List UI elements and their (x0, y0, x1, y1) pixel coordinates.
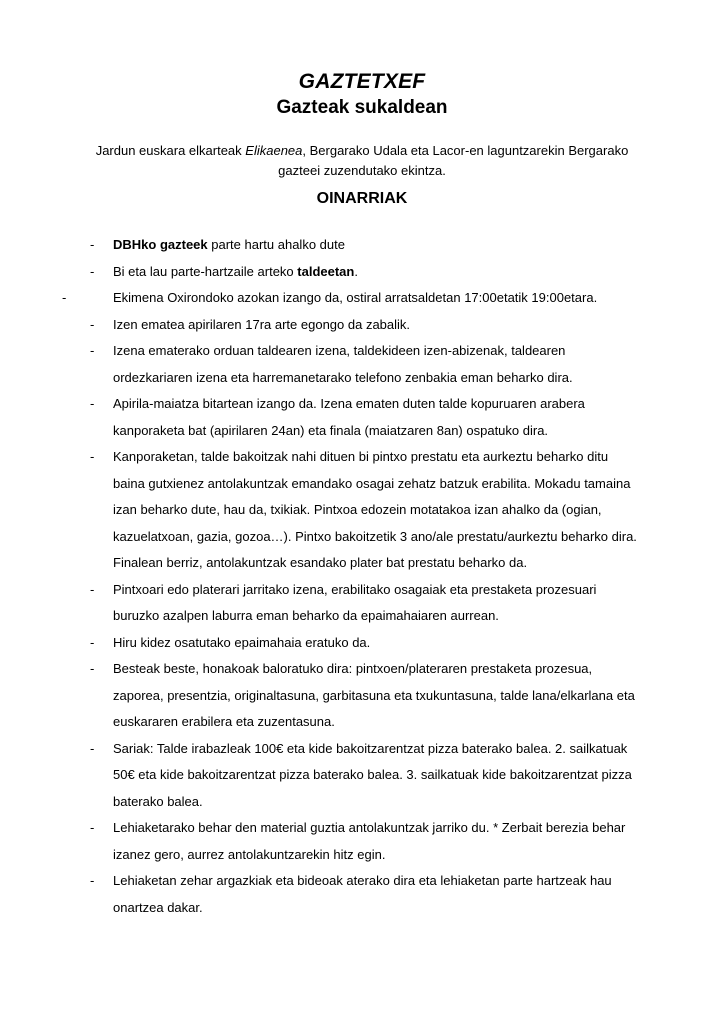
item-text: Lehiaketan zehar argazkiak eta bideoak aterako dira eta lehiaketan parte hartzeak hau onartzea dakar. (113, 873, 612, 915)
item-text: Apirila-maiatza bitartean izango da. Izena ematen duten talde kopuruaren arabera kanporaketa bat (apirilaren 24an) eta finala (maiatzaren 8an) ospatuko dira. (113, 396, 585, 438)
bullet-dash: - (90, 581, 95, 597)
list-item (0, 444, 724, 577)
bullet-dash: - (90, 343, 95, 358)
list-item (0, 656, 724, 736)
item-text: . (354, 263, 358, 279)
list-item (0, 312, 724, 339)
bullet-dash: - (90, 661, 95, 676)
item-text: Pintxoari edo platerari jarritako izena, erabilitako osagaiak eta prestaketa prozesuari buruzko azalpen laburra eman beharko da epaimahaiaren aurrean. (113, 581, 597, 623)
item-text: Sariak: Talde irabazleak 100€ eta kide bakoitzarentzat pizza baterako balea. 2. sailkatuak 50€ eta kide bakoitzarentzat pizza baterako balea. 3. sailkatuak kide bakoitzarentzat pizza baterako balea. (113, 740, 632, 809)
bullet-dash: - (90, 396, 95, 411)
bullet-dash: - (90, 449, 95, 464)
list-item (0, 391, 724, 444)
bullet-dash: - (90, 316, 95, 332)
list-item (0, 232, 724, 259)
bullet-dash: - (90, 820, 95, 835)
list-item (0, 868, 724, 921)
bullet-dash: - (90, 263, 95, 279)
list-item (0, 577, 724, 630)
list-item (0, 815, 724, 868)
item-text: Kanporaketan, talde bakoitzak nahi dituen bi pintxo prestatu eta aurkeztu beharko ditu baina gutxienez antolakuntzak emandako osagai zehatz batzuk erabilita. Mokadu tamaina izan beharko dute, hau da, txikiak. Pintxoa edozein motatakoa izan ahalko da (ogian, kazuelatxoan, gazia, gozoa…). Pintxo bakoitzetik 3 ano/ale prestatu/aurkeztu beharko dira. Finalean berriz, antolakuntzak esandako plater bat prestatu beharko da. (113, 449, 637, 570)
bullet-dash: - (90, 237, 95, 252)
item-bold: DBHko gazteek (113, 237, 208, 252)
list-item (0, 259, 724, 286)
item-text: Besteak beste, honakoak baloratuko dira: pintxoen/plateraren prestaketa prozesua, zaporea, presentzia, originaltasuna, garbitasuna eta txukuntasuna, talde lana/elkarlana eta euskararen erabilera eta zuzentasuna. (113, 661, 635, 729)
document-title: GAZTETXEF (298, 70, 426, 93)
section-heading: OINARRIAK (316, 190, 408, 207)
intro-paragraph (80, 141, 644, 181)
list-item (0, 736, 724, 816)
item-text: Izena ematerako orduan taldearen izena, taldekideen izen-abizenak, taldearen ordezkariaren izena eta harremanetarako telefono zenbakia eman beharko dira. (113, 343, 573, 385)
list-item (0, 285, 724, 312)
item-text: Bi eta lau parte-hartzaile arteko (113, 263, 298, 279)
item-text: Ekimena Oxirondoko azokan izango da, ostiral arratsaldetan 17:00etatik 19:00etara. (113, 290, 598, 305)
item-text: Lehiaketarako behar den material guztia antolakuntzak jarriko du. * Zerbait berezia behar izanez gero, aurrez antolakuntzarekin hitz egin. (113, 820, 626, 862)
list-item (0, 338, 724, 391)
bullet-dash: - (90, 634, 95, 650)
intro-italic-name: Elikaenea (245, 143, 303, 158)
intro-text-2: , Bergarako Udala eta Lacor-en laguntzarekin Bergarako gazteei zuzendutako ekintza. (278, 143, 629, 178)
bullet-dash: - (90, 873, 95, 888)
rules-list (0, 232, 724, 921)
bullet-dash: - (62, 290, 67, 305)
item-text: parte hartu ahalko dute (207, 237, 345, 252)
bullet-dash: - (90, 740, 95, 756)
document-subtitle: Gazteak sukaldean (276, 97, 448, 118)
item-bold: taldeetan (297, 263, 355, 279)
item-text: Hiru kidez osatutako epaimahaia eratuko da. (113, 634, 371, 650)
intro-text-1: Jardun euskara elkarteak (95, 143, 246, 158)
list-item (0, 630, 724, 657)
item-text: Izen ematea apirilaren 17ra arte egongo da zabalik. (113, 316, 411, 332)
